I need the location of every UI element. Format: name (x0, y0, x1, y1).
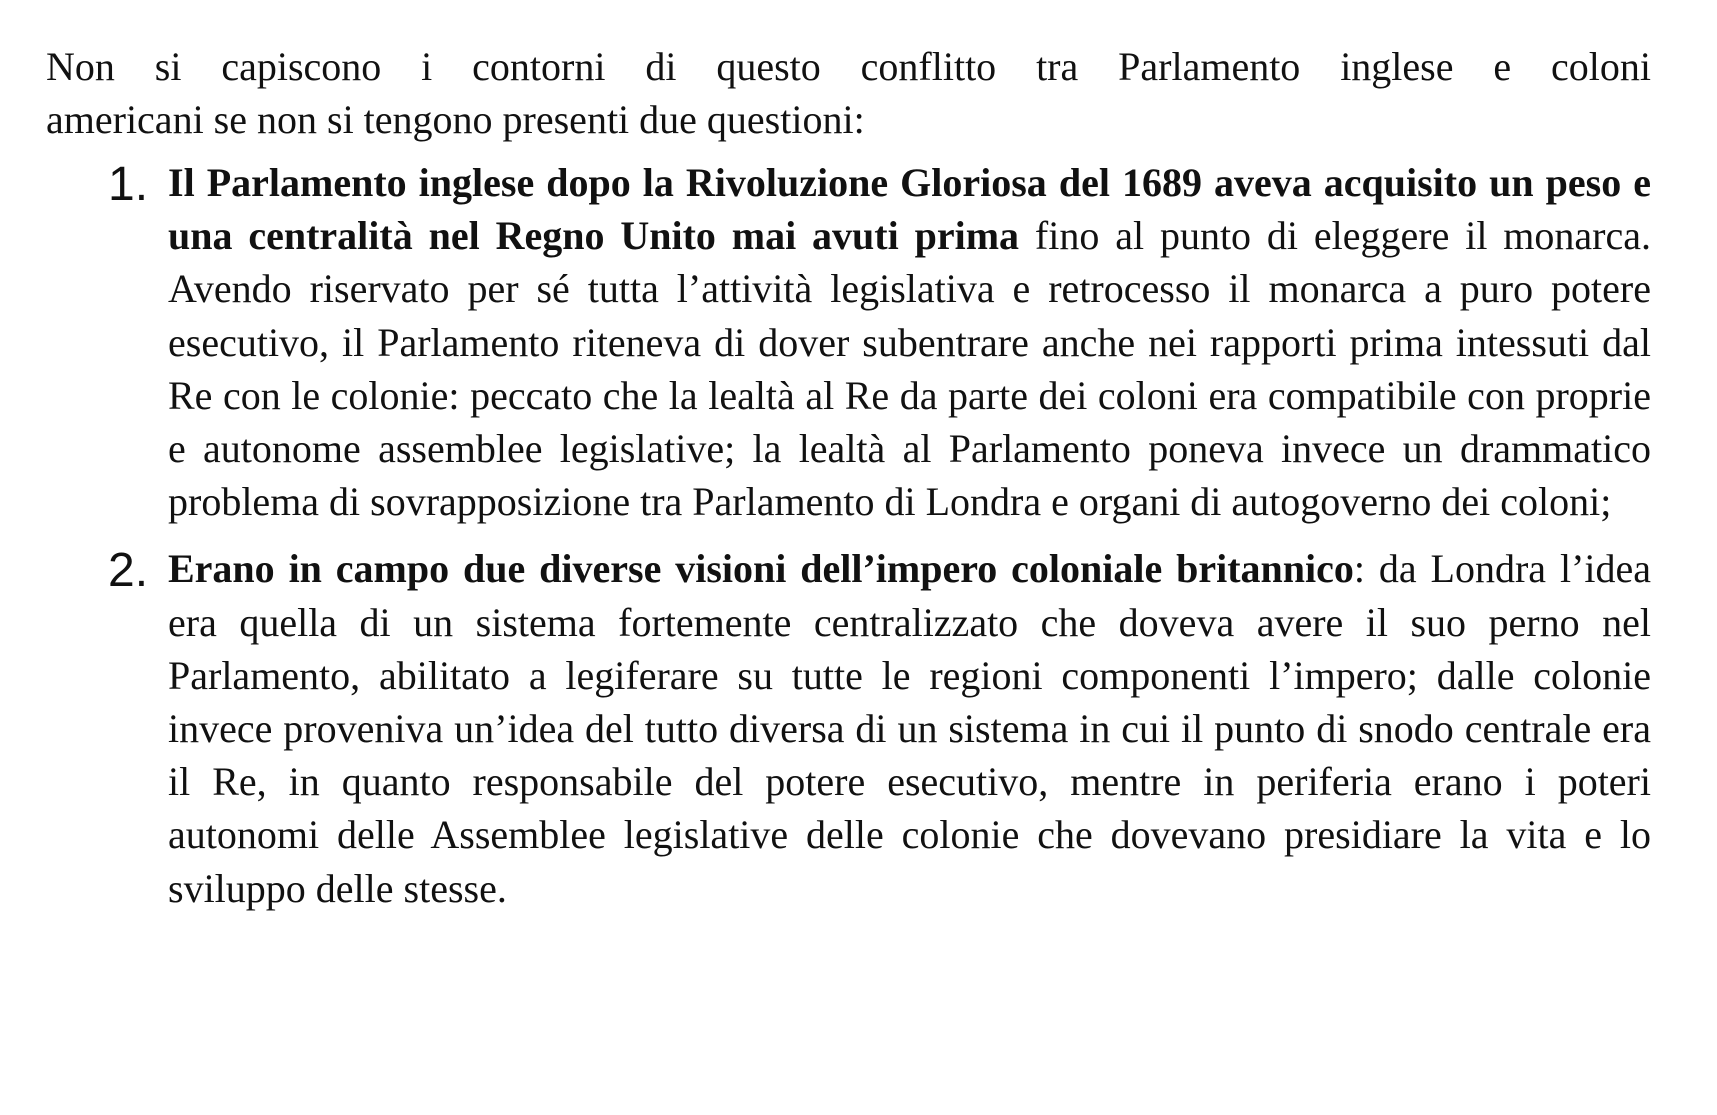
intro-line-2: americani se non si tengono presenti due questioni: (46, 97, 865, 142)
intro-paragraph (46, 40, 1651, 146)
item-2-bold-text: Erano in campo due diverse visioni dell’impero coloniale britannico (168, 546, 1354, 592)
item-number-2: 2. (108, 544, 149, 598)
intro-line-1: Non si capiscono i contorni di questo conflitto tra Parlamento inglese e coloni (46, 44, 1651, 89)
list-item-1 (46, 156, 1651, 528)
item-1-body-text: fino al punto di eleggere il monarca. Avendo riservato per sé tutta l’attività legislativa e retrocesso il monarca a puro potere esecutivo, il Parlamento riteneva di dover subentrare anche nei rapporti prima intessuti dal Re con le colonie: peccato che la lealtà al Re da parte dei coloni era compatibile con proprie e autonome assemblee legislative; la lealtà al Parlamento poneva invece un drammatico problema di sovrapposizione tra Parlamento di Londra e organi di autogoverno dei coloni; (168, 213, 1652, 525)
item-2-body-text: : da Londra l’idea era quella di un sistema fortemente centralizzato che doveva avere il suo perno nel Parlamento, abilitato a legiferare su tutte le regioni componenti l’impero; dalle colonie invece proveniva un’idea del tutto diversa di un sistema in cui il punto di snodo centrale era il Re, in quanto responsabile del potere esecutivo, mentre in periferia erano i poteri autonomi delle Assemblee legislative delle colonie che dovevano presidiare la vita e lo sviluppo delle stesse. (168, 546, 1652, 911)
list-item-2 (46, 542, 1651, 914)
item-text-1 (168, 156, 1651, 528)
questions-list (46, 156, 1651, 915)
document-page (46, 40, 1651, 915)
item-text-2 (168, 542, 1651, 914)
item-number-1: 1. (108, 158, 149, 211)
item-1-bold-text: Il Parlamento inglese dopo la Rivoluzione Gloriosa del 1689 aveva acquisito un peso e una centralità nel Regno Unito mai avuti prima (168, 160, 1651, 259)
